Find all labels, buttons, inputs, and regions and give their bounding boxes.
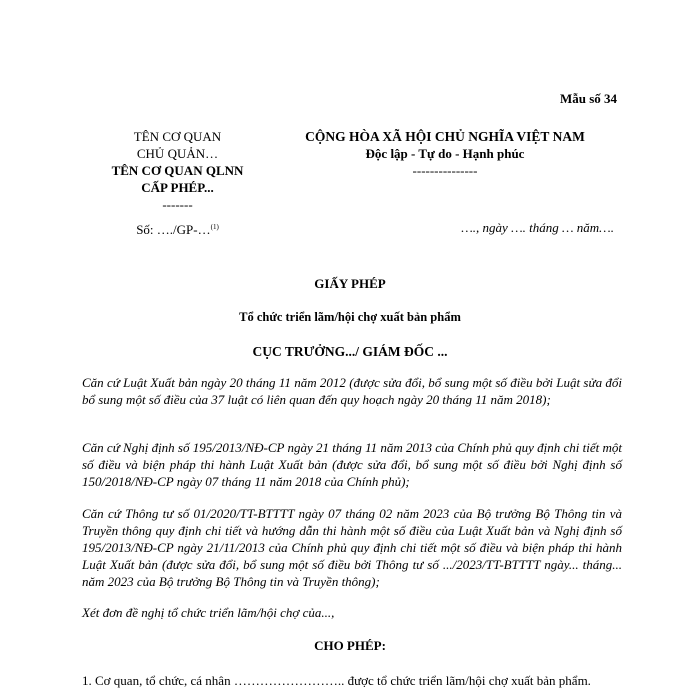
national-header-block: [290, 128, 600, 179]
legal-basis-paragraph: Căn cứ Nghị định số 195/2013/NĐ-CP ngày 21 tháng 11 năm 2013 của Chính phủ quy định chi tiết một số điều và biện pháp thi hành Luật Xuất bản (được sửa đổi, bổ sung một số điều bởi Nghị định số 150/2018/NĐ-CP ngày 07 tháng 11 năm 2018 của Chính phủ);: [82, 440, 622, 489]
agency-divider: -------: [162, 197, 193, 212]
agency-line-3: TÊN CƠ QUAN QLNN: [111, 163, 244, 178]
document-subtitle: Tổ chức triển lãm/hội chợ xuất bản phẩm: [239, 310, 461, 324]
national-motto: Độc lập - Tự do - Hạnh phúc: [365, 146, 525, 161]
issuing-agency-block: [90, 128, 265, 213]
permit-heading: CHO PHÉP:: [314, 638, 386, 653]
legal-basis-paragraph: Căn cứ Luật Xuất bản ngày 20 tháng 11 năm 2012 (được sửa đổi, bổ sung một số điều bởi Luật sửa đổi bổ sung một số điều của 37 luật có liên quan đến quy hoạch ngày 20 tháng 11 năm 2018);: [82, 375, 622, 407]
issuing-authority: CỤC TRƯỞNG.../ GIÁM ĐỐC ...: [252, 344, 448, 359]
document-number-text: Số: …./GP-…: [136, 222, 211, 237]
document-title: GIẤY PHÉP: [314, 276, 386, 291]
agency-line-2: CHỦ QUẢN…: [136, 146, 219, 161]
agency-line-1: TÊN CƠ QUAN: [133, 129, 222, 144]
motto-divider: ---------------: [412, 163, 478, 178]
request-paragraph: Xét đơn đề nghị tổ chức triển lãm/hội chợ của...,: [82, 605, 335, 620]
nation-name: CỘNG HÒA XÃ HỘI CHỦ NGHĨA VIỆT NAM: [305, 129, 585, 144]
legal-basis-paragraph: Căn cứ Thông tư số 01/2020/TT-BTTTT ngày 07 tháng 02 năm 2023 của Bộ trưởng Bộ Thông tin và Truyền thông quy định chi tiết và hướng dẫn thi hành một số điều của Luật Xuất bản và Nghị định số 195/2013/NĐ-CP ngày 21/11/2013 của Chính phủ quy định chi tiết một số điều và biện pháp thi hành Luật Xuất bản (được sửa đổi, bổ sung một số điều bởi Thông tư số .../2023/TT-BTTTT ngày... tháng... năm 2023 của Bộ trưởng Bộ Thông tin và Truyền thông);: [82, 506, 622, 589]
footnote-ref-1: (1): [210, 223, 219, 231]
permit-item-1: 1. Cơ quan, tổ chức, cá nhân …………………….. được tổ chức triển lãm/hội chợ xuất bản phẩm.: [82, 673, 591, 688]
agency-line-4: CẤP PHÉP...: [141, 180, 214, 195]
document-number: [90, 219, 265, 238]
date-line: …., ngày …. tháng … năm….: [461, 220, 614, 235]
form-number: Mẫu số 34: [559, 91, 617, 106]
